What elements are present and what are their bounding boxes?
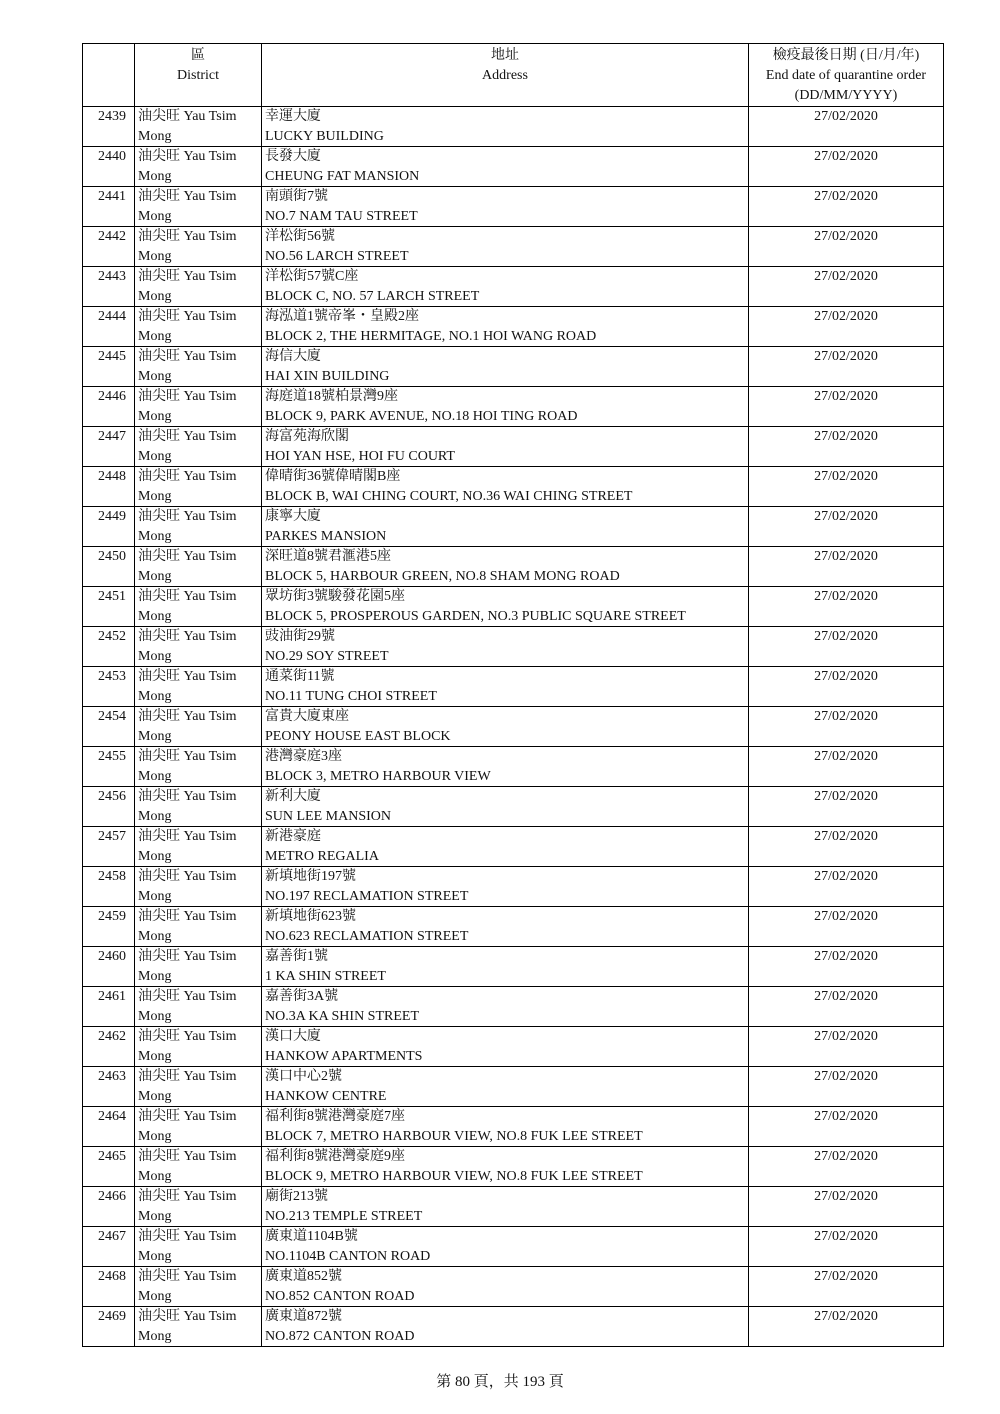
address-zh: 福利街8號港灣豪庭9座 [265,1149,405,1164]
district-en: Mong [138,768,172,784]
district-zh: 油尖旺 Yau Tsim [138,1269,237,1284]
district-zh: 油尖旺 Yau Tsim [138,789,237,804]
district-zh: 油尖旺 Yau Tsim [138,509,237,524]
row-number: 2468 [83,1267,135,1307]
address-zh: 海庭道18號柏景灣9座 [265,389,398,404]
row-address [262,827,749,867]
address-zh: 廣東道1104B號 [265,1229,358,1244]
address-en: NO.11 TUNG CHOI STREET [265,688,437,704]
row-end-date: 27/02/2020 [749,1107,944,1147]
row-number: 2456 [83,787,135,827]
row-end-date: 27/02/2020 [749,787,944,827]
district-en: Mong [138,168,172,184]
header-address [262,44,749,107]
row-district [135,667,262,707]
row-address [262,1227,749,1267]
row-address [262,587,749,627]
address-zh: 洋松街57號C座 [265,269,359,284]
row-number: 2451 [83,587,135,627]
address-zh: 長發大廈 [265,149,321,164]
address-en: BLOCK B, WAI CHING COURT, NO.36 WAI CHING STREET [265,488,633,504]
address-en: NO.872 CANTON ROAD [265,1328,415,1344]
row-address [262,667,749,707]
address-zh: 康寧大廈 [265,509,321,524]
row-number: 2443 [83,267,135,307]
table-row [83,547,944,587]
row-district [135,867,262,907]
table-row [83,827,944,867]
address-zh: 偉晴街36號偉晴閣B座 [265,469,401,484]
district-en: Mong [138,648,172,664]
address-zh: 海信大廈 [265,349,321,364]
row-address [262,547,749,587]
table-body [83,107,944,1347]
address-zh: 新利大廈 [265,789,321,804]
row-address [262,467,749,507]
table-row [83,747,944,787]
address-zh: 豉油街29號 [265,629,335,644]
row-number: 2454 [83,707,135,747]
table-row [83,1187,944,1227]
header-district-zh: 區 [191,48,205,63]
row-district [135,1307,262,1347]
district-en: Mong [138,408,172,424]
row-number: 2445 [83,347,135,387]
address-zh: 南頭街7號 [265,189,328,204]
district-zh: 油尖旺 Yau Tsim [138,869,237,884]
address-zh: 漢口大廈 [265,1029,321,1044]
address-zh: 眾坊街3號駿發花園5座 [265,589,405,604]
row-number: 2440 [83,147,135,187]
address-en: SUN LEE MANSION [265,808,391,824]
row-address [262,107,749,147]
district-zh: 油尖旺 Yau Tsim [138,749,237,764]
address-en: NO.29 SOY STREET [265,648,389,664]
address-en: PARKES MANSION [265,528,387,544]
district-zh: 油尖旺 Yau Tsim [138,1189,237,1204]
row-address [262,187,749,227]
address-zh: 幸運大廈 [265,109,321,124]
header-date-en: End date of quarantine order [765,68,927,83]
district-zh: 油尖旺 Yau Tsim [138,1029,237,1044]
district-zh: 油尖旺 Yau Tsim [138,549,237,564]
address-en: NO.7 NAM TAU STREET [265,208,418,224]
district-zh: 油尖旺 Yau Tsim [138,1149,237,1164]
table-row [83,1147,944,1187]
district-en: Mong [138,1168,172,1184]
address-en: NO.3A KA SHIN STREET [265,1008,420,1024]
row-end-date: 27/02/2020 [749,827,944,867]
row-address [262,947,749,987]
district-zh: 油尖旺 Yau Tsim [138,229,237,244]
row-district [135,1187,262,1227]
district-en: Mong [138,688,172,704]
row-end-date: 27/02/2020 [749,667,944,707]
header-end-date [749,44,944,107]
table-row [83,627,944,667]
table-row [83,427,944,467]
row-number: 2461 [83,987,135,1027]
district-en: Mong [138,208,172,224]
row-end-date: 27/02/2020 [749,707,944,747]
row-end-date: 27/02/2020 [749,1227,944,1267]
header-address-en: Address [482,68,528,83]
row-district [135,1107,262,1147]
row-end-date: 27/02/2020 [749,187,944,227]
district-zh: 油尖旺 Yau Tsim [138,269,237,284]
district-en: Mong [138,1288,172,1304]
district-zh: 油尖旺 Yau Tsim [138,909,237,924]
address-zh: 廣東道872號 [265,1309,342,1324]
table-row [83,1027,944,1067]
row-number: 2458 [83,867,135,907]
row-address [262,1147,749,1187]
address-zh: 嘉善街1號 [265,949,328,964]
row-number: 2449 [83,507,135,547]
table-row [83,187,944,227]
district-zh: 油尖旺 Yau Tsim [138,309,237,324]
row-district [135,787,262,827]
row-district [135,387,262,427]
district-en: Mong [138,248,172,264]
row-number: 2455 [83,747,135,787]
row-district [135,467,262,507]
row-number: 2466 [83,1187,135,1227]
district-en: Mong [138,448,172,464]
district-en: Mong [138,1048,172,1064]
row-address [262,1027,749,1067]
row-number: 2450 [83,547,135,587]
row-end-date: 27/02/2020 [749,347,944,387]
address-en: BLOCK 9, METRO HARBOUR VIEW, NO.8 FUK LEE STREET [265,1168,643,1184]
address-en: CHEUNG FAT MANSION [265,168,420,184]
row-address [262,427,749,467]
row-number: 2453 [83,667,135,707]
row-end-date: 27/02/2020 [749,1027,944,1067]
district-en: Mong [138,368,172,384]
row-district [135,507,262,547]
table-row [83,307,944,347]
row-end-date: 27/02/2020 [749,947,944,987]
table-row [83,347,944,387]
table-row [83,1227,944,1267]
address-en: NO.1104B CANTON ROAD [265,1248,431,1264]
table-row [83,387,944,427]
district-en: Mong [138,928,172,944]
district-en: Mong [138,968,172,984]
district-zh: 油尖旺 Yau Tsim [138,709,237,724]
table-row [83,107,944,147]
row-district [135,267,262,307]
address-zh: 洋松街56號 [265,229,335,244]
district-zh: 油尖旺 Yau Tsim [138,829,237,844]
table-row [83,467,944,507]
row-end-date: 27/02/2020 [749,427,944,467]
row-district [135,187,262,227]
row-district [135,587,262,627]
row-address [262,307,749,347]
address-en: NO.623 RECLAMATION STREET [265,928,469,944]
district-zh: 油尖旺 Yau Tsim [138,429,237,444]
table-row [83,587,944,627]
address-en: PEONY HOUSE EAST BLOCK [265,728,451,744]
row-end-date: 27/02/2020 [749,267,944,307]
address-zh: 漢口中心2號 [265,1069,342,1084]
address-en: NO.213 TEMPLE STREET [265,1208,423,1224]
district-zh: 油尖旺 Yau Tsim [138,189,237,204]
district-en: Mong [138,568,172,584]
district-en: Mong [138,528,172,544]
district-en: Mong [138,728,172,744]
table-row [83,947,944,987]
row-end-date: 27/02/2020 [749,547,944,587]
quarantine-address-table [82,43,944,1347]
district-en: Mong [138,808,172,824]
row-end-date: 27/02/2020 [749,747,944,787]
district-en: Mong [138,1008,172,1024]
row-address [262,267,749,307]
row-end-date: 27/02/2020 [749,1067,944,1107]
district-zh: 油尖旺 Yau Tsim [138,949,237,964]
row-address [262,627,749,667]
row-district [135,307,262,347]
district-en: Mong [138,848,172,864]
row-end-date: 27/02/2020 [749,147,944,187]
address-en: BLOCK 5, HARBOUR GREEN, NO.8 SHAM MONG ROAD [265,568,620,584]
row-district [135,147,262,187]
row-number: 2462 [83,1027,135,1067]
table-row [83,1307,944,1347]
address-zh: 新填地街623號 [265,909,356,924]
table-row [83,707,944,747]
district-en: Mong [138,608,172,624]
header-date-format: (DD/MM/YYYY) [794,88,898,103]
address-en: LUCKY BUILDING [265,128,384,144]
row-number: 2469 [83,1307,135,1347]
address-zh: 廣東道852號 [265,1269,342,1284]
row-address [262,1107,749,1147]
table-row [83,867,944,907]
district-zh: 油尖旺 Yau Tsim [138,1069,237,1084]
address-en: HANKOW APARTMENTS [265,1048,423,1064]
row-number: 2442 [83,227,135,267]
row-number: 2464 [83,1107,135,1147]
row-number: 2444 [83,307,135,347]
row-number: 2459 [83,907,135,947]
district-en: Mong [138,1128,172,1144]
district-en: Mong [138,1328,172,1344]
row-number: 2448 [83,467,135,507]
row-district [135,227,262,267]
district-zh: 油尖旺 Yau Tsim [138,1109,237,1124]
row-district [135,627,262,667]
row-address [262,347,749,387]
row-number: 2441 [83,187,135,227]
district-zh: 油尖旺 Yau Tsim [138,1229,237,1244]
table-row [83,787,944,827]
address-en: BLOCK 2, THE HERMITAGE, NO.1 HOI WANG ROAD [265,328,597,344]
row-end-date: 27/02/2020 [749,907,944,947]
row-address [262,227,749,267]
table-row [83,507,944,547]
row-district [135,427,262,467]
district-zh: 油尖旺 Yau Tsim [138,989,237,1004]
district-en: Mong [138,888,172,904]
row-district [135,907,262,947]
row-address [262,147,749,187]
address-zh: 福利街8號港灣豪庭7座 [265,1109,405,1124]
table-row [83,667,944,707]
row-end-date: 27/02/2020 [749,987,944,1027]
header-date-zh: 檢疫最後日期 (日/月/年) [772,48,920,63]
row-number: 2467 [83,1227,135,1267]
row-district [135,747,262,787]
row-district [135,827,262,867]
district-en: Mong [138,1208,172,1224]
address-zh: 深旺道8號君滙港5座 [265,549,391,564]
row-number: 2457 [83,827,135,867]
row-end-date: 27/02/2020 [749,107,944,147]
row-district [135,707,262,747]
row-address [262,1267,749,1307]
address-zh: 嘉善街3A號 [265,989,339,1004]
address-zh: 海泓道1號帝峯・皇殿2座 [265,309,419,324]
address-zh: 廟街213號 [265,1189,328,1204]
row-address [262,1067,749,1107]
row-end-date: 27/02/2020 [749,867,944,907]
row-address [262,987,749,1027]
row-address [262,507,749,547]
district-zh: 油尖旺 Yau Tsim [138,589,237,604]
address-en: HOI YAN HSE, HOI FU COURT [265,448,455,464]
row-end-date: 27/02/2020 [749,1307,944,1347]
address-en: NO.56 LARCH STREET [265,248,409,264]
address-en: BLOCK C, NO. 57 LARCH STREET [265,288,480,304]
address-en: METRO REGALIA [265,848,379,864]
table-row [83,227,944,267]
header-district [135,44,262,107]
page-number: 第 80 頁，共 193 頁 [436,1374,564,1390]
address-en: NO.852 CANTON ROAD [265,1288,415,1304]
district-zh: 油尖旺 Yau Tsim [138,469,237,484]
row-address [262,1307,749,1347]
row-address [262,747,749,787]
district-en: Mong [138,128,172,144]
row-district [135,947,262,987]
row-address [262,1187,749,1227]
district-zh: 油尖旺 Yau Tsim [138,629,237,644]
row-end-date: 27/02/2020 [749,467,944,507]
row-end-date: 27/02/2020 [749,387,944,427]
table-row [83,907,944,947]
row-district [135,547,262,587]
row-number: 2452 [83,627,135,667]
table-row [83,147,944,187]
district-zh: 油尖旺 Yau Tsim [138,149,237,164]
row-district [135,1027,262,1067]
row-end-date: 27/02/2020 [749,587,944,627]
row-district [135,987,262,1027]
header-address-zh: 地址 [491,48,519,63]
address-en: BLOCK 7, METRO HARBOUR VIEW, NO.8 FUK LEE STREET [265,1128,643,1144]
table-row [83,1067,944,1107]
address-en: HAI XIN BUILDING [265,368,390,384]
header-number [83,44,135,107]
district-zh: 油尖旺 Yau Tsim [138,389,237,404]
table-row [83,987,944,1027]
district-en: Mong [138,328,172,344]
district-en: Mong [138,488,172,504]
address-zh: 海富苑海欣閣 [265,429,349,444]
district-zh: 油尖旺 Yau Tsim [138,1309,237,1324]
row-district [135,1227,262,1267]
district-en: Mong [138,1088,172,1104]
address-en: HANKOW CENTRE [265,1088,387,1104]
table-row [83,1267,944,1307]
address-zh: 新填地街197號 [265,869,356,884]
row-number: 2446 [83,387,135,427]
district-zh: 油尖旺 Yau Tsim [138,349,237,364]
address-en: BLOCK 9, PARK AVENUE, NO.18 HOI TING ROAD [265,408,578,424]
table-row [83,1107,944,1147]
address-en: BLOCK 3, METRO HARBOUR VIEW [265,768,491,784]
row-district [135,1267,262,1307]
row-address [262,387,749,427]
row-district [135,1067,262,1107]
row-number: 2439 [83,107,135,147]
district-en: Mong [138,288,172,304]
address-zh: 新港豪庭 [265,829,321,844]
address-en: NO.197 RECLAMATION STREET [265,888,469,904]
row-end-date: 27/02/2020 [749,1187,944,1227]
row-number: 2460 [83,947,135,987]
table-row [83,267,944,307]
header-district-en: District [177,68,219,83]
row-end-date: 27/02/2020 [749,1147,944,1187]
address-en: 1 KA SHIN STREET [265,968,386,984]
row-end-date: 27/02/2020 [749,227,944,267]
row-district [135,1147,262,1187]
row-address [262,867,749,907]
row-address [262,907,749,947]
address-zh: 港灣豪庭3座 [265,749,342,764]
row-number: 2447 [83,427,135,467]
address-en: BLOCK 5, PROSPEROUS GARDEN, NO.3 PUBLIC SQUARE STREET [265,608,686,624]
table-header-row [83,44,944,107]
row-district [135,347,262,387]
district-en: Mong [138,1248,172,1264]
row-address [262,707,749,747]
row-end-date: 27/02/2020 [749,507,944,547]
row-number: 2463 [83,1067,135,1107]
row-number: 2465 [83,1147,135,1187]
row-end-date: 27/02/2020 [749,1267,944,1307]
address-zh: 富貴大廈東座 [265,709,349,724]
row-end-date: 27/02/2020 [749,627,944,667]
row-address [262,787,749,827]
address-zh: 通菜街11號 [265,669,335,684]
district-zh: 油尖旺 Yau Tsim [138,669,237,684]
row-district [135,107,262,147]
row-end-date: 27/02/2020 [749,307,944,347]
district-zh: 油尖旺 Yau Tsim [138,109,237,124]
